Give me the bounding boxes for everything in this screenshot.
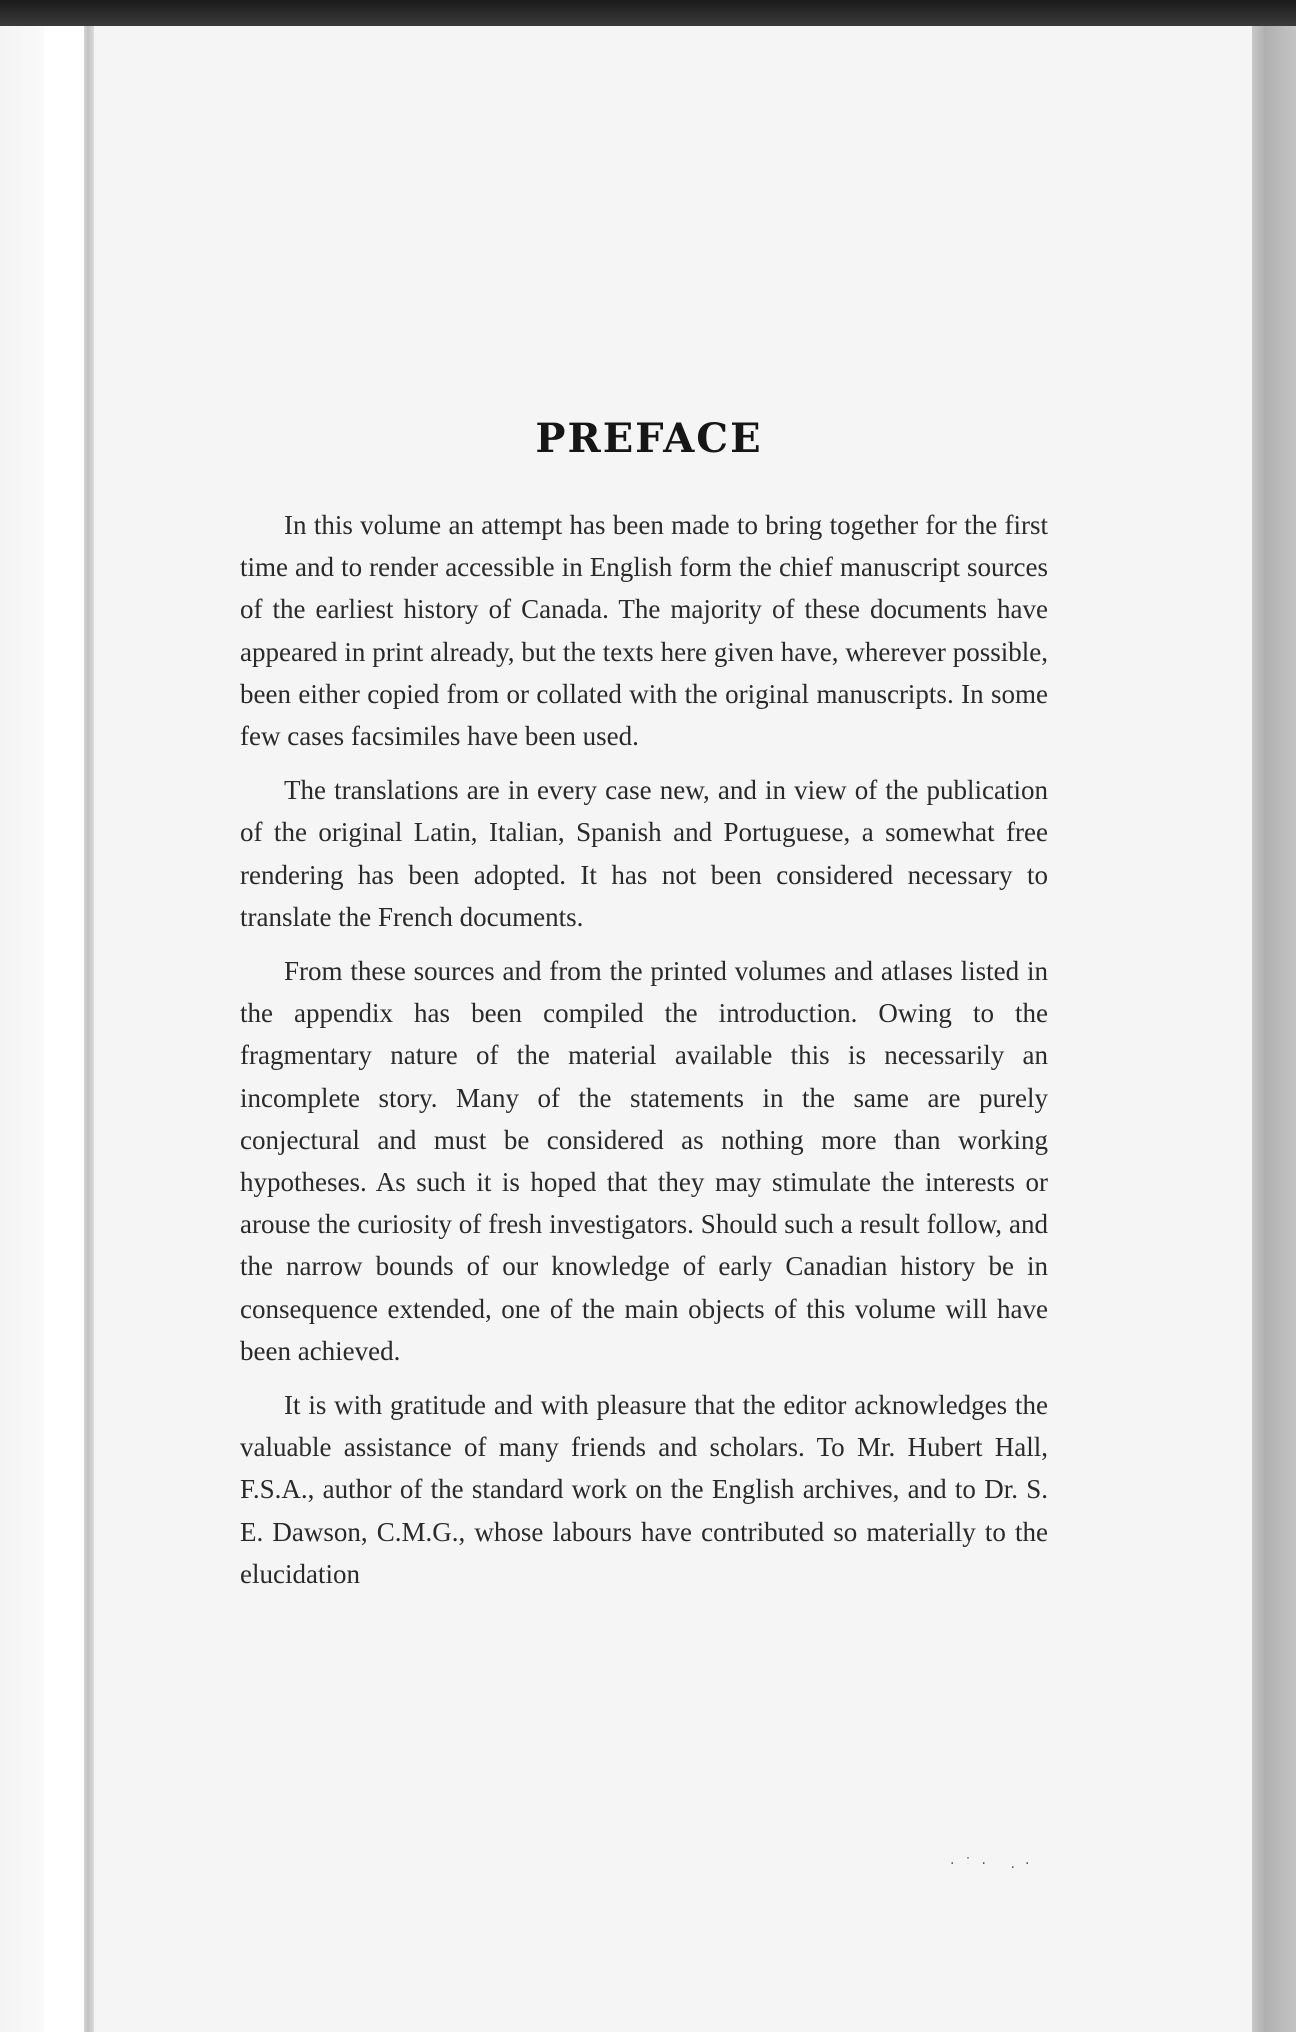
paragraph-2: The translations are in every case new, and in view of the publication of the original Latin, Italian, Spanish and Portuguese, a somewhat free rendering has been adopted. It has not been considered necessary to translate the French documents.: [240, 775, 1048, 932]
paragraph-3: From these sources and from the printed volumes and atlases listed in the appendix has been compiled the introduction. Owing to the fragmentary nature of the material available this is necessarily an incomplete story. Many of the statements in the same are purely conjectural and must be considered as nothing more than working hypotheses. As such it is hoped that they may stimulate the interests or arouse the curiosity of fresh investigators. Should such a result follow, and the narrow bounds of our knowledge of early Canadian history be in consequence extended, one of the main objects of this volume will have been achieved.: [240, 956, 1048, 1366]
preface-body: [240, 504, 1048, 1607]
page-title: PREFACE: [535, 415, 763, 462]
scan-specks: ·˙· ․·: [950, 1856, 1040, 1872]
page-right-edge: [1252, 22, 1296, 2032]
scan-top-border: [0, 0, 1296, 26]
paragraph-4: It is with gratitude and with pleasure that the editor acknowledges the valuable assistance of many friends and scholars. To Mr. Hubert Hall, F.S.A., author of the standard work on the English archives, and to Dr. S. E. Dawson, C.M.G., whose labours have contributed so materially to the elucidation: [240, 1390, 1048, 1589]
scan-left-margin: [0, 0, 44, 2032]
paragraph-1: In this volume an attempt has been made to bring together for the first time and to render accessible in English form the chief manuscript sources of the earliest history of Canada. The majority of these documents have appeared in print already, but the texts here given have, wherever possible, been either copied from or collated with the original manuscripts. In some few cases facsimiles have been used.: [240, 510, 1048, 752]
book-gutter: [84, 24, 94, 2032]
